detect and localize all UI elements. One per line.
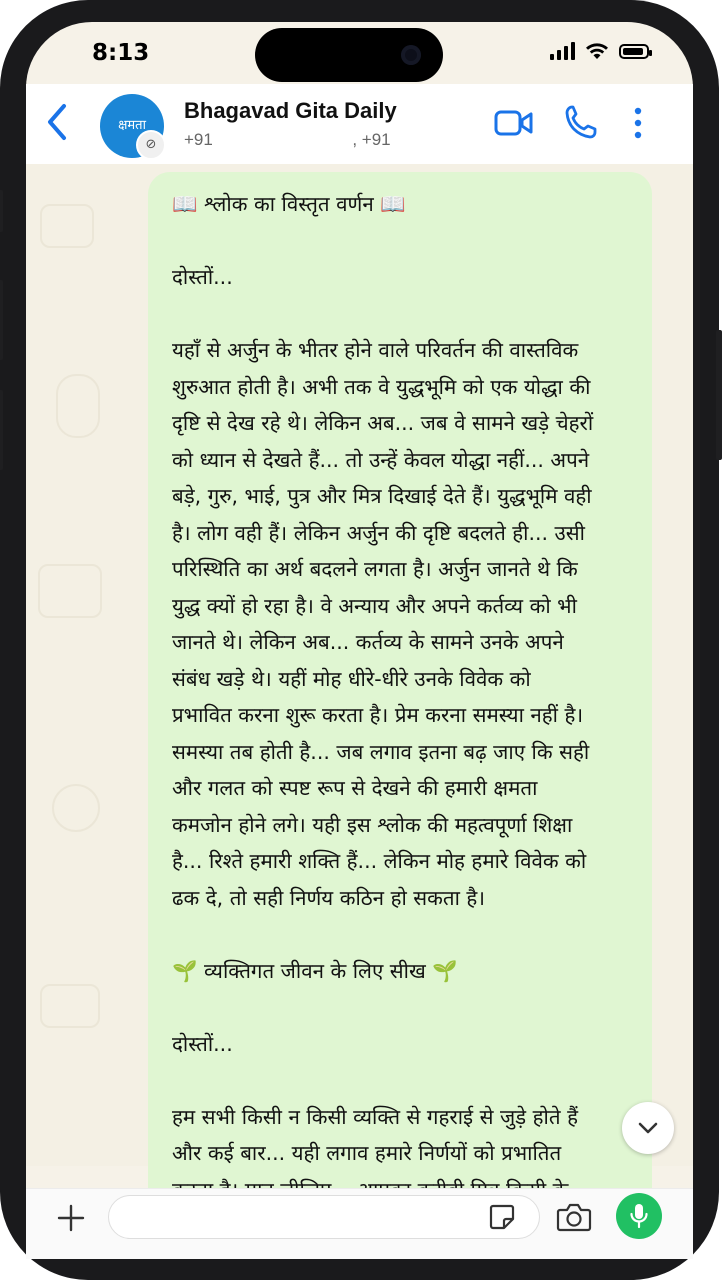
message-paragraph-2: हम सभी किसी न किसी व्यक्ति से गहराई से जुड़े होते हैं और कई बार... यही लगाव हमारे निर्णयों को प्रभातित bbox=[172, 1104, 578, 1165]
message-salutation-2: दोस्तों... bbox=[172, 1031, 233, 1056]
composer-bar bbox=[26, 1188, 693, 1259]
chevron-down-icon bbox=[637, 1121, 659, 1135]
action-button bbox=[0, 190, 3, 232]
volume-down-button bbox=[0, 390, 3, 470]
participant-number: +91 bbox=[184, 130, 213, 149]
message-input[interactable] bbox=[108, 1195, 540, 1239]
message-paragraph: यहाँ से अर्जुन के भीतर होने वाले परिवर्तन की वास्तविक शुरुआत होती है। अभी तक वे युद्धभूमि को एक योद्धा की दृष्टि से देख रहे थे। लेकिन अब... जब वे सामने खड़े चेहरों को ध्यान से देखते हैं... तो उन्हें केवल योद्धा नहीं... अपने बड़े, गुरु, भाई, पुत्र और मित्र दिखाई देते हैं। युद्धभूमि वही है। लोग वही हैं। लेकिन अर्जुन की दृष्टि बदलते ही... उसी परिस्थिति का अर्थ बदलने लगता है। अर्जुन जानते थे कि युद्ध क्यों हो रहा है। वे अन्याय और अपने कर्तव्य को भी जानते थे। लेकिन अब... कर्तव्य के सामने उनके अपने संबंध खड़े थे। यहीं मोह धीरे-धीरे उनके विवेक को प्रभावित करना शुरू करता है। प्रेम करना समस्या नहीं है। समस्या तब होती है... जब लगाव इतना बढ़ जाए कि सही और गलत को स्पष्ट रूप से देखने की हमारी क्षमता कमजोन होने लगे। यही इस श्लोक की महत्वपूर्णा शिक्षा है... रिश्ते हमारी शक्ति हैं... लेकिन मोह हमारे विवेक को ढक दे, तो सही निर्णय कठिन हो सकता है। bbox=[172, 338, 594, 910]
message-salutation: दोस्तों... bbox=[172, 265, 233, 289]
wallpaper-doodle bbox=[52, 784, 100, 832]
mic-button[interactable] bbox=[616, 1193, 662, 1239]
video-call-icon[interactable] bbox=[494, 108, 534, 138]
chat-header bbox=[26, 84, 693, 164]
signal-icon bbox=[550, 42, 575, 60]
avatar[interactable]: क्षमता bbox=[100, 94, 164, 158]
volume-up-button bbox=[0, 280, 3, 360]
voice-call-icon[interactable] bbox=[564, 104, 598, 140]
message-heading-2: 🌱 व्यक्तिगत जीवन के लिए सीख 🌱 bbox=[172, 958, 458, 983]
wallpaper-doodle bbox=[38, 564, 102, 618]
plus-icon[interactable] bbox=[56, 1203, 86, 1233]
contact-name[interactable]: Bhagavad Gita Daily bbox=[184, 98, 397, 123]
wifi-icon bbox=[585, 42, 609, 60]
wallpaper-doodle bbox=[56, 374, 100, 438]
wallpaper-doodle bbox=[40, 984, 100, 1028]
participant-separator: , bbox=[352, 130, 358, 149]
battery-icon bbox=[619, 44, 649, 59]
message-heading: 📖 श्लोक का विस्तृत वर्णन 📖 bbox=[172, 192, 406, 216]
wallpaper-doodle bbox=[40, 204, 94, 248]
back-chevron-icon[interactable] bbox=[42, 100, 72, 144]
more-vertical-icon[interactable] bbox=[632, 106, 644, 140]
camera-icon[interactable] bbox=[556, 1201, 592, 1233]
status-time: 8:13 bbox=[92, 40, 150, 66]
participant-number: +91 bbox=[361, 130, 391, 149]
muted-badge-icon: ⊘ bbox=[136, 130, 166, 160]
power-button bbox=[716, 330, 722, 460]
chat-area[interactable] bbox=[26, 164, 693, 1166]
sticker-icon[interactable] bbox=[488, 1203, 516, 1231]
screen bbox=[26, 22, 693, 1258]
redacted-number bbox=[218, 131, 348, 151]
redacted-number bbox=[395, 131, 495, 151]
dynamic-island bbox=[255, 28, 443, 82]
mic-icon bbox=[629, 1202, 649, 1230]
message-bubble[interactable] bbox=[148, 172, 652, 1232]
scroll-to-bottom-button[interactable] bbox=[622, 1102, 674, 1154]
participants-line bbox=[184, 130, 495, 151]
status-icons bbox=[550, 42, 649, 60]
